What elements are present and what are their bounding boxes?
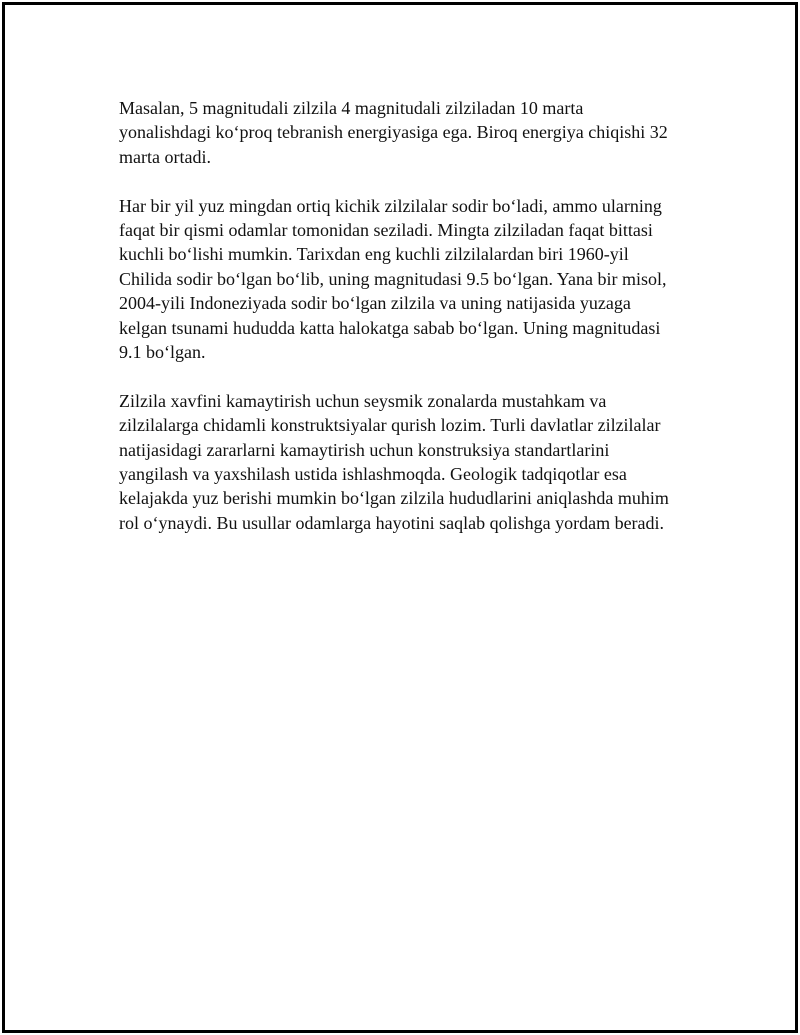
paragraph-magnitude-energy: Masalan, 5 magnitudali zilzila 4 magnitudali zilziladan 10 marta yonalishdagi ko‘proq tebranish energiyasiga ega. Biroq energiya chiqishi 32 marta ortadi. <box>119 98 668 167</box>
document-body <box>119 96 699 560</box>
page-frame <box>2 2 798 1033</box>
paragraph-risk-reduction: Zilzila xavfini kamaytirish uchun seysmik zonalarda mustahkam va zilzilalarga chidamli konstruktsiyalar qurish lozim. Turli davlatlar zilzilalar natijasidagi zararlarni kamaytirish uchun konstruksiya standartlarini yangilash va yaxshilash ustida ishlashmoqda. Geologik tadqiqotlar esa kelajakda yuz berishi mumkin bo‘lgan zilzila hududlarini aniqlashda muhim rol o‘ynaydi. Bu usullar odamlarga hayotini saqlab qolishga yordam beradi. <box>119 390 669 533</box>
paragraph-earthquake-history: Har bir yil yuz mingdan ortiq kichik zilzilalar sodir bo‘ladi, ammo ularning faqat bir qismi odamlar tomonidan seziladi. Mingta zilziladan faqat bittasi kuchli bo‘lishi mumkin. Tarixdan eng kuchli zilzilalardan biri 1960-yil Chilida sodir bo‘lgan bo‘lib, uning magnitudasi 9.5 bo‘lgan. Yana bir misol, 2004-yili Indoneziyada sodir bo‘lgan zilzila va uning natijasida yuzaga kelgan tsunami hududda katta halokatga sabab bo‘lgan. Uning magnitudasi 9.1 bo‘lgan. <box>119 195 667 363</box>
